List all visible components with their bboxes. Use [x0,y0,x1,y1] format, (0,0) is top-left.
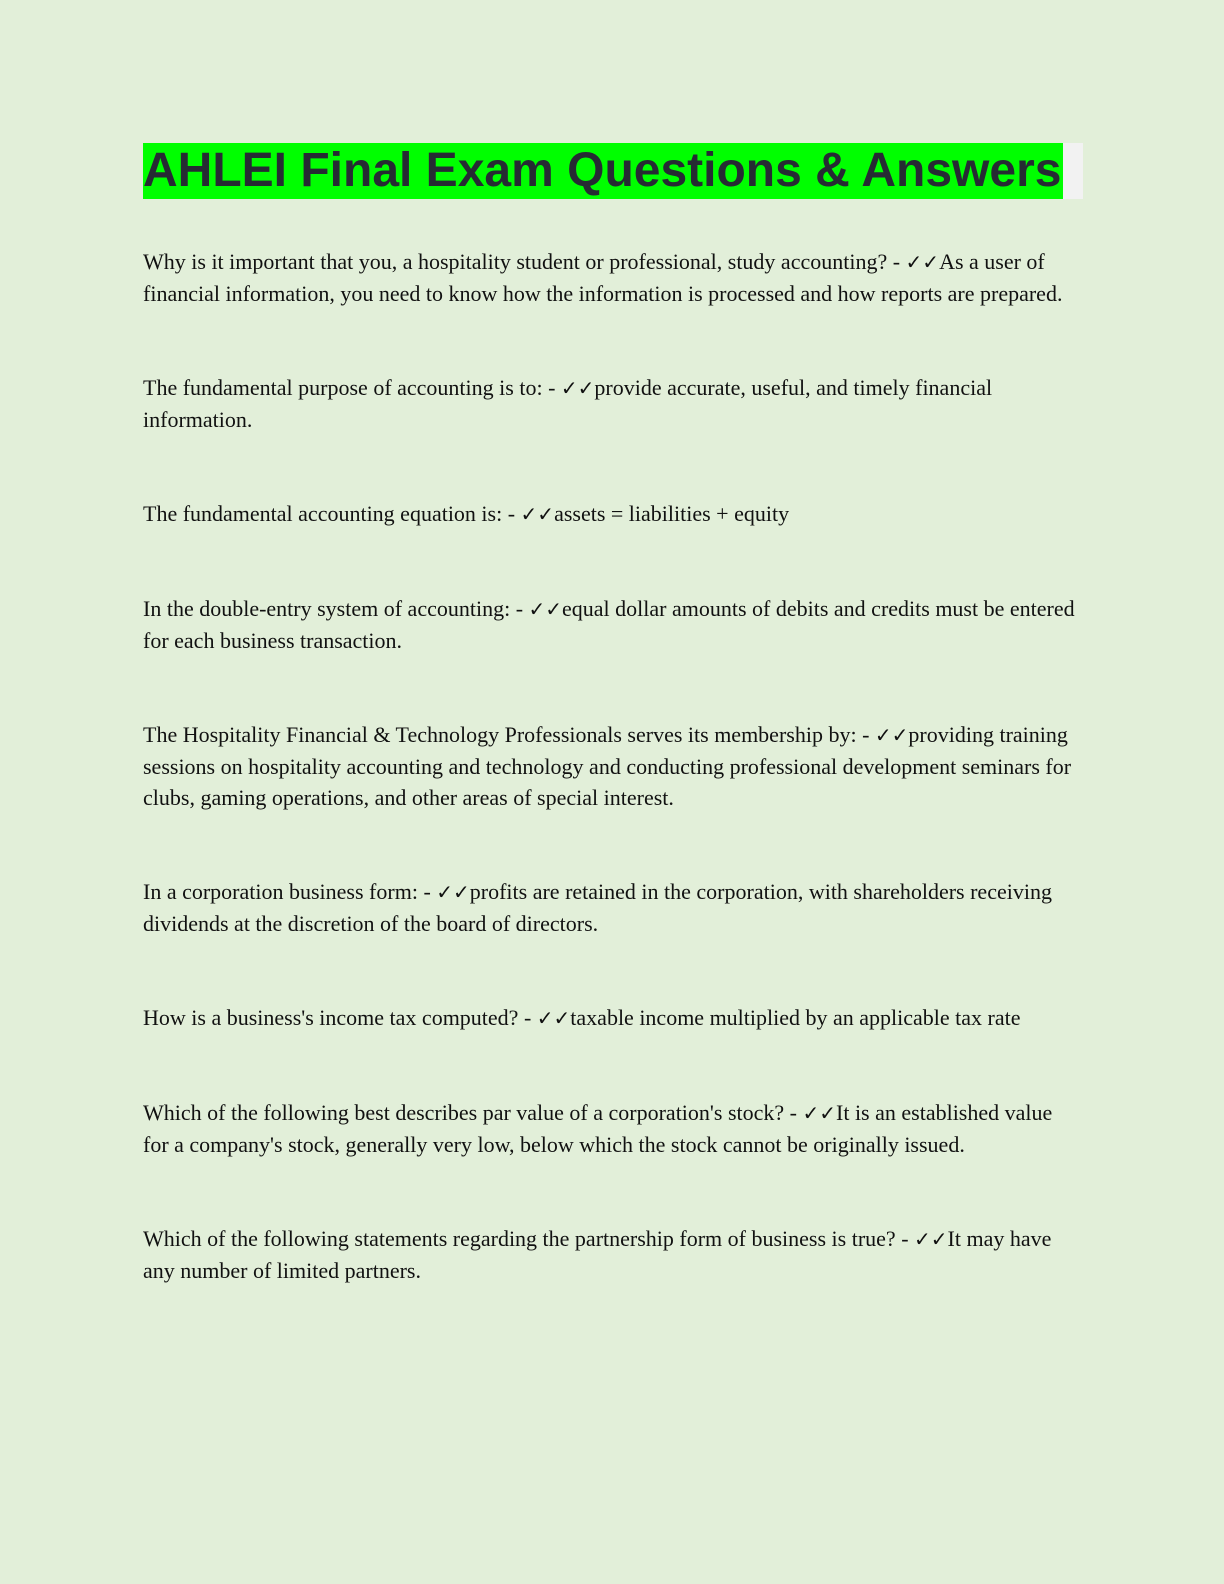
answer-text: providing training sessions on hospitality accounting and technology and conducting professional development seminars for clubs, gaming operations, and other areas of special interest. [143,722,1072,810]
question-text: The Hospitality Financial & Technology Professionals serves its membership by: [143,722,857,747]
double-check-icon: ✓✓ [436,880,470,904]
question-text: The fundamental purpose of accounting is to: [143,375,543,400]
question-text: In the double-entry system of accounting: [143,596,511,621]
question-text: Which of the following best describes par value of a corporation's stock? [143,1100,785,1125]
double-check-icon: ✓✓ [536,1006,571,1030]
separator: - [417,879,437,904]
answer-text: As a user of financial information, you need to know how the information is processed and how reports are prepared. [143,249,1063,306]
qa-item [143,719,1083,813]
answer-text: assets = liabilities + equity [554,501,790,526]
qa-item [143,246,1083,309]
question-text: Which of the following statements regarding the partnership form of business is true? [143,1226,896,1251]
double-check-icon: ✓✓ [905,250,940,274]
double-check-icon: ✓✓ [528,597,563,621]
document-title: AHLEI Final Exam Questions & Answers [143,144,1062,197]
separator: - [542,375,561,400]
answer-text: provide accurate, useful, and timely financial information. [143,375,993,432]
double-check-icon: ✓✓ [914,1227,948,1251]
qa-item [143,1223,1083,1286]
answer-text: It may have any number of limited partners. [143,1226,1052,1283]
answer-text: It is an established value for a company's stock, generally very low, below which the stock cannot be originally issued. [143,1100,1053,1157]
separator: - [887,249,906,274]
qa-item [143,1097,1083,1160]
separator: - [856,722,875,747]
question-text: How is a business's income tax computed? [143,1005,519,1030]
separator: - [510,596,529,621]
title-banner [143,143,1083,199]
separator: - [784,1100,803,1125]
double-check-icon: ✓✓ [560,376,595,400]
separator: - [502,501,521,526]
answer-text: equal dollar amounts of debits and credits must be entered for each business transaction. [143,596,1075,653]
question-text: Why is it important that you, a hospitality student or professional, study accounting? [143,249,888,274]
qa-list [143,246,1083,1349]
qa-item [143,593,1083,656]
separator: - [518,1005,537,1030]
qa-item [143,498,1083,530]
double-check-icon: ✓✓ [802,1101,836,1125]
separator: - [895,1226,915,1251]
qa-item [143,1002,1083,1034]
double-check-icon: ✓✓ [874,723,909,747]
question-text: The fundamental accounting equation is: [143,501,503,526]
qa-item [143,372,1083,435]
qa-item [143,876,1083,939]
answer-text: taxable income multiplied by an applicable tax rate [570,1005,1021,1030]
question-text: In a corporation business form: [143,879,418,904]
double-check-icon: ✓✓ [520,502,555,526]
answer-text: profits are retained in the corporation, with shareholders receiving dividends at the discretion of the board of directors. [143,879,1052,936]
